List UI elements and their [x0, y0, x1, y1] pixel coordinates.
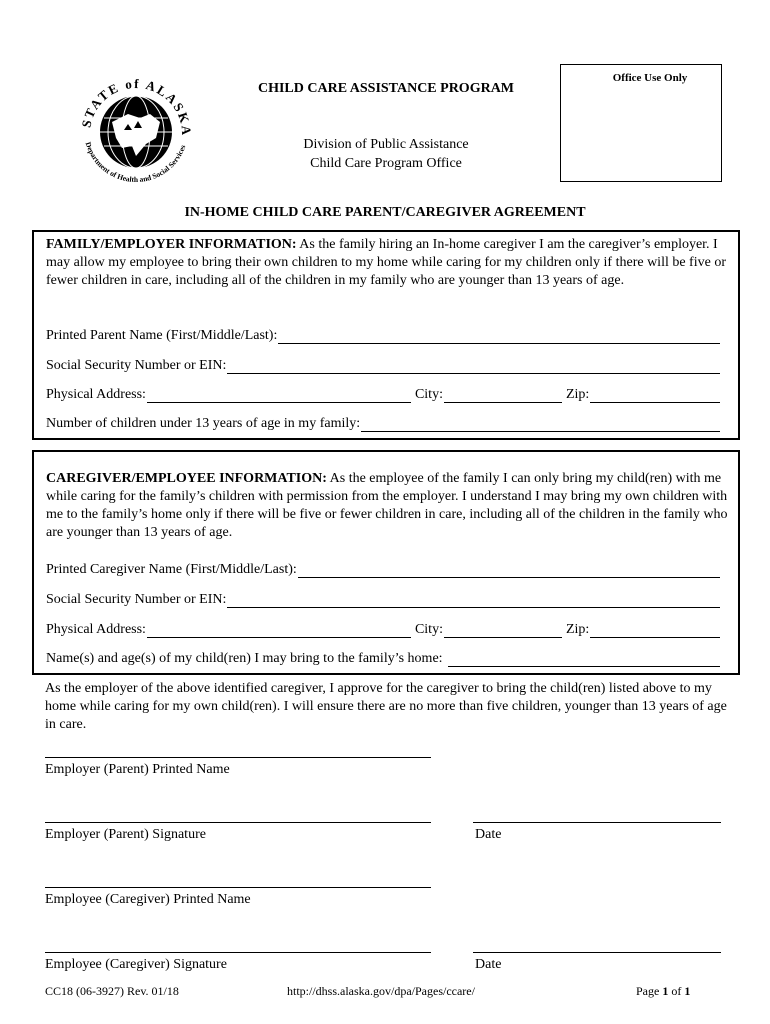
employee-signature-line[interactable] [45, 952, 431, 953]
employer-signature-label: Employer (Parent) Signature [45, 827, 206, 842]
office-name: Child Care Program Office [310, 156, 462, 171]
caregiver-address-field[interactable] [147, 624, 411, 638]
approval-statement: As the employer of the above identified caregiver, I approve for the caregiver to bring the child(ren) listed above to my home while caring for my own child(ren). I will ensure there are no more than five children, younger than 13 years of age in care. [45, 681, 727, 732]
family-intro [46, 236, 730, 290]
employer-date-line[interactable] [473, 822, 721, 823]
employer-signature-line[interactable] [45, 822, 431, 823]
caregiver-ssn-row [46, 590, 720, 608]
caregiver-body: As the employee of the family I can only bring my child(ren) with me while caring for the family’s children with permission from the employer. I understand I may bring my own children with me to the family’s home only if there will be five or fewer children in care, including all of the children in the family who are younger than 13 years of age. [46, 471, 728, 540]
family-zip-field[interactable] [590, 389, 720, 403]
family-city-field[interactable] [444, 389, 562, 403]
parent-name-row [46, 326, 720, 344]
children-count-field[interactable] [361, 418, 720, 432]
caregiver-ssn-label: Social Security Number or EIN: [46, 592, 227, 607]
division-block [236, 135, 536, 173]
caregiver-address-row [46, 620, 720, 638]
caregiver-ssn-field[interactable] [227, 594, 720, 608]
caregiver-intro [46, 470, 730, 542]
family-address-row [46, 385, 720, 403]
family-city-label: City: [414, 387, 443, 402]
caregiver-children-field[interactable] [448, 653, 720, 667]
employee-date-label: Date [475, 957, 502, 972]
children-count-row [46, 414, 720, 432]
page-current: 1 [662, 984, 669, 998]
employee-printed-name-line[interactable] [45, 887, 431, 888]
page-total: 1 [684, 984, 691, 998]
program-title: CHILD CARE ASSISTANCE PROGRAM [257, 81, 515, 96]
caregiver-address-label: Physical Address: [46, 622, 146, 637]
parent-name-field[interactable] [278, 330, 720, 344]
children-count-label: Number of children under 13 years of age in my family: [46, 416, 361, 431]
family-employer-section [32, 230, 740, 440]
state-seal-logo [76, 72, 196, 192]
caregiver-city-label: City: [414, 622, 443, 637]
svg-text:STATE of ALASKA: STATE of ALASKA [78, 75, 195, 138]
family-body: As the family hiring an In-home caregiver I am the caregiver’s employer. I may allow my employee to bring their own children to my home while caring for my children only if there will be five or fewer children in care, including all of the children in my family who are younger than 13 years of age. [46, 237, 726, 288]
family-ssn-field[interactable] [227, 360, 720, 374]
parent-name-label: Printed Parent Name (First/Middle/Last): [46, 328, 278, 343]
page-number [636, 984, 690, 999]
caregiver-children-label: Name(s) and age(s) of my child(ren) I may bring to the family’s home: [46, 651, 443, 666]
employer-date-label: Date [475, 827, 502, 842]
family-ssn-label: Social Security Number or EIN: [46, 358, 227, 373]
caregiver-name-row [46, 560, 720, 578]
employee-printed-name-label: Employee (Caregiver) Printed Name [45, 892, 251, 907]
caregiver-heading: CAREGIVER/EMPLOYEE INFORMATION: [46, 471, 327, 486]
office-use-box [560, 64, 722, 182]
employee-date-line[interactable] [473, 952, 721, 953]
caregiver-zip-field[interactable] [590, 624, 720, 638]
footer-url: http://dhss.alaska.gov/dpa/Pages/ccare/ [287, 984, 475, 998]
page-of: of [668, 984, 685, 998]
family-zip-label: Zip: [565, 387, 590, 402]
family-heading: FAMILY/EMPLOYER INFORMATION: [46, 237, 297, 252]
form-id: CC18 (06-3927) Rev. 01/18 [45, 984, 179, 998]
page-prefix: Page [636, 984, 663, 998]
family-address-field[interactable] [147, 389, 411, 403]
family-address-label: Physical Address: [46, 387, 146, 402]
employee-signature-label: Employee (Caregiver) Signature [45, 957, 227, 972]
svg-text:Department of Health and Socia: Department of Health and Social Services [83, 140, 188, 185]
caregiver-name-label: Printed Caregiver Name (First/Middle/Last): [46, 562, 297, 577]
employer-printed-name-line[interactable] [45, 757, 431, 758]
caregiver-city-field[interactable] [444, 624, 562, 638]
caregiver-employee-section [32, 450, 740, 675]
caregiver-zip-label: Zip: [565, 622, 590, 637]
division-name: Division of Public Assistance [303, 137, 469, 152]
family-ssn-row [46, 356, 720, 374]
agreement-title: IN-HOME CHILD CARE PARENT/CAREGIVER AGREEMENT [184, 205, 586, 220]
employer-printed-name-label: Employer (Parent) Printed Name [45, 762, 230, 777]
office-use-label: Office Use Only [612, 72, 688, 84]
caregiver-children-row [46, 649, 720, 667]
caregiver-name-field[interactable] [298, 564, 720, 578]
